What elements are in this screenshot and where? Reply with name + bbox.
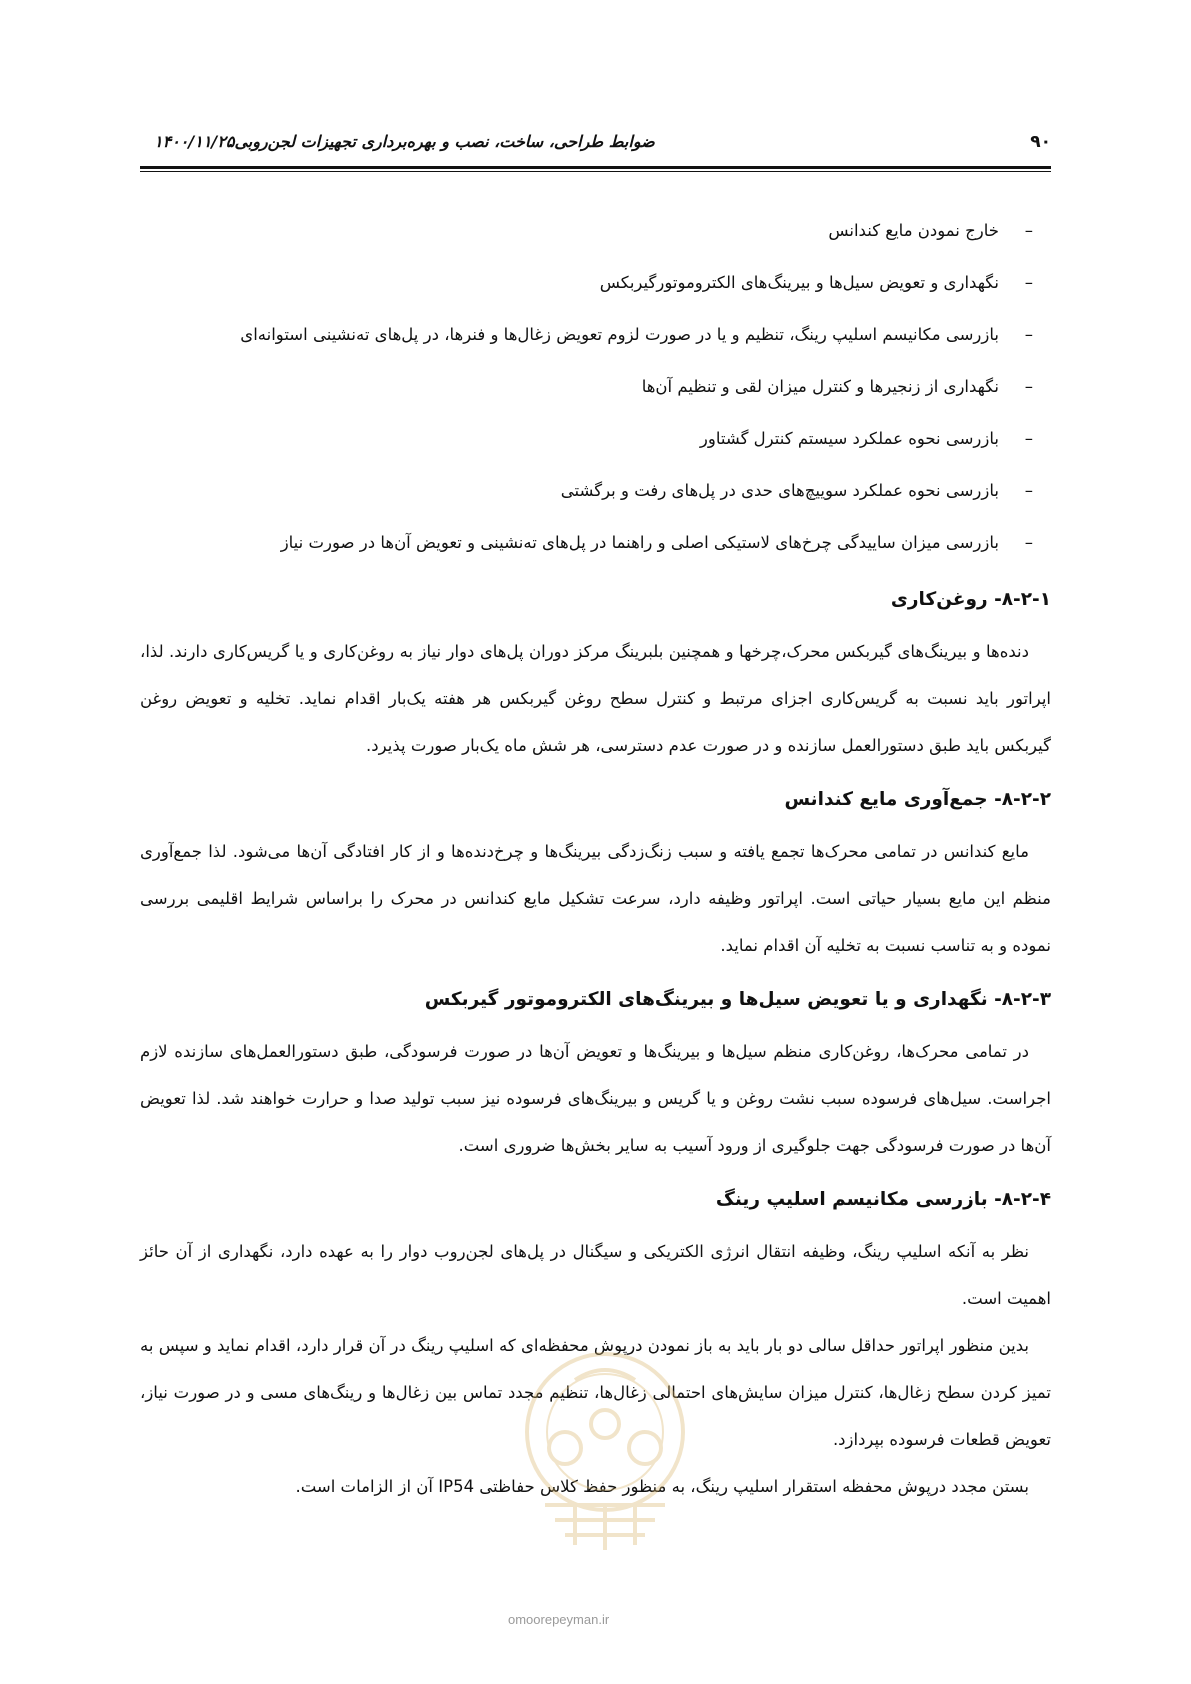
body-content bbox=[140, 205, 1051, 1510]
running-title bbox=[140, 132, 655, 151]
list-item: – خارج نمودن مایع کندانس bbox=[140, 205, 999, 257]
page-header bbox=[140, 128, 1051, 164]
section-heading-lubrication: ۸-۲-۱- روغن‌کاری bbox=[890, 589, 1051, 610]
list-item: – نگهداری از زنجیرها و کنترل میزان لقی و تنظیم آن‌ها bbox=[140, 361, 999, 413]
list-item: – بازرسی نحوه عملکرد سوییچ‌های حدی در پل‌های رفت و برگشتی bbox=[140, 465, 999, 517]
watermark-seal-icon bbox=[505, 1340, 705, 1555]
list-item: – بازرسی مکانیسم اسلیپ رینگ، تنظیم و یا در صورت لزوم تعویض زغال‌ها و فنرها، در پل‌های ته‌نشینی استوانه‌ای bbox=[140, 309, 999, 361]
page-number: ۹۰ bbox=[1030, 132, 1051, 152]
list-item: – بازرسی نحوه عملکرد سیستم کنترل گشتاور bbox=[140, 413, 999, 465]
section-paragraph: دنده‌ها و بیرینگ‌های گیربکس محرک،چرخها و همچنین بلبرینگ مرکز دوران پل‌های دوار نیاز به روغن‌کاری و یا گریس‌کاری دارند. لذا، اپراتور باید نسبت به گریس‌کاری اجزای مرتبط و کنترل سطح روغن گیربکس هر هفته یک‌بار اقدام نماید. تخلیه و تعویض روغن گیربکس باید طبق دستورالعمل سازنده و در صورت عدم دسترسی، هر شش ماه یک‌بار صورت پذیرد. bbox=[140, 642, 1051, 755]
section-paragraph: نظر به آنکه اسلیپ رینگ، وظیفه انتقال انرژی الکتریکی و سیگنال در پل‌های لجن‌روب دوار را به عهده دارد، نگهداری از آن حائز اهمیت است. bbox=[140, 1242, 1051, 1308]
section-paragraph: بستن مجدد درپوش محفظه استقرار اسلیپ رینگ، به منظور حفظ کلاس حفاظتی IP54 آن از الزامات است. bbox=[295, 1477, 1029, 1496]
list-item: – نگهداری و تعویض سیل‌ها و بیرینگ‌های الکتروموتورگیربکس bbox=[140, 257, 999, 309]
list-item: – بازرسی میزان ساییدگی چرخ‌های لاستیکی اصلی و راهنما در پل‌های ته‌نشینی و تعویض آن‌ها در صورت نیاز bbox=[140, 517, 999, 569]
section-paragraph: در تمامی محرک‌ها، روغن‌کاری منظم سیل‌ها و بیرینگ‌ها و تعویض آن‌ها در صورت فرسودگی، طبق دستورالعمل‌های سازنده لازم اجراست. سیل‌های فرسوده سبب نشت روغن و یا گریس و بیرینگ‌های فرسوده نیز سبب تولید صدا و حرارت خواهند شد. لذا تعویض آن‌ها در صورت فرسودگی جهت جلوگیری از ورود آسیب به سایر بخش‌ها ضروری است. bbox=[140, 1042, 1051, 1155]
section-paragraph: بدین منظور اپراتور حداقل سالی دو بار باید به باز نمودن درپوش محفظه‌ای که اسلیپ رینگ در آن قرار دارد، اقدام نماید و سپس به تمیز کردن سطح زغال‌ها، کنترل میزان سایش‌های احتمالی زغال‌ها، تنظیم مجدد تماس بین زغال‌ها و رینگ‌های مسی و در صورت نیاز، تعویض قطعات فرسوده بپردازد. bbox=[140, 1336, 1051, 1449]
header-rule-thin bbox=[140, 171, 1051, 172]
section-heading-condensate: ۸-۲-۲- جمع‌آوری مایع کندانس bbox=[784, 789, 1051, 810]
header-title: ضوابط طراحی، ساخت، نصب و بهره‌برداری تجهیزات لجن‌روبی bbox=[234, 132, 655, 151]
bullet-list bbox=[140, 205, 1051, 569]
watermark-site-text: omoorepeyman.ir bbox=[508, 1612, 610, 1627]
section-heading-slip-ring: ۸-۲-۴- بازرسی مکانیسم اسلیپ رینگ bbox=[715, 1189, 1051, 1210]
header-date: ۱۴۰۰/۱۱/۲۵ bbox=[154, 132, 235, 151]
section-heading-seals-bearings: ۸-۲-۳- نگهداری و یا تعویض سیل‌ها و بیرینگ‌های الکتروموتور گیربکس bbox=[424, 989, 1051, 1010]
header-rule-thick bbox=[140, 166, 1051, 169]
section-paragraph: مایع کندانس در تمامی محرک‌ها تجمع یافته و سبب زنگ‌زدگی بیرینگ‌ها و چرخ‌دنده‌ها و از کار افتادگی آن‌ها می‌شود. لذا جمع‌آوری منظم این مایع بسیار حیاتی است. اپراتور وظیفه دارد، سرعت تشکیل مایع کندانس در محرک را براساس شرایط اقلیمی بررسی نموده و به تناسب نسبت به تخلیه آن اقدام نماید. bbox=[140, 842, 1051, 955]
